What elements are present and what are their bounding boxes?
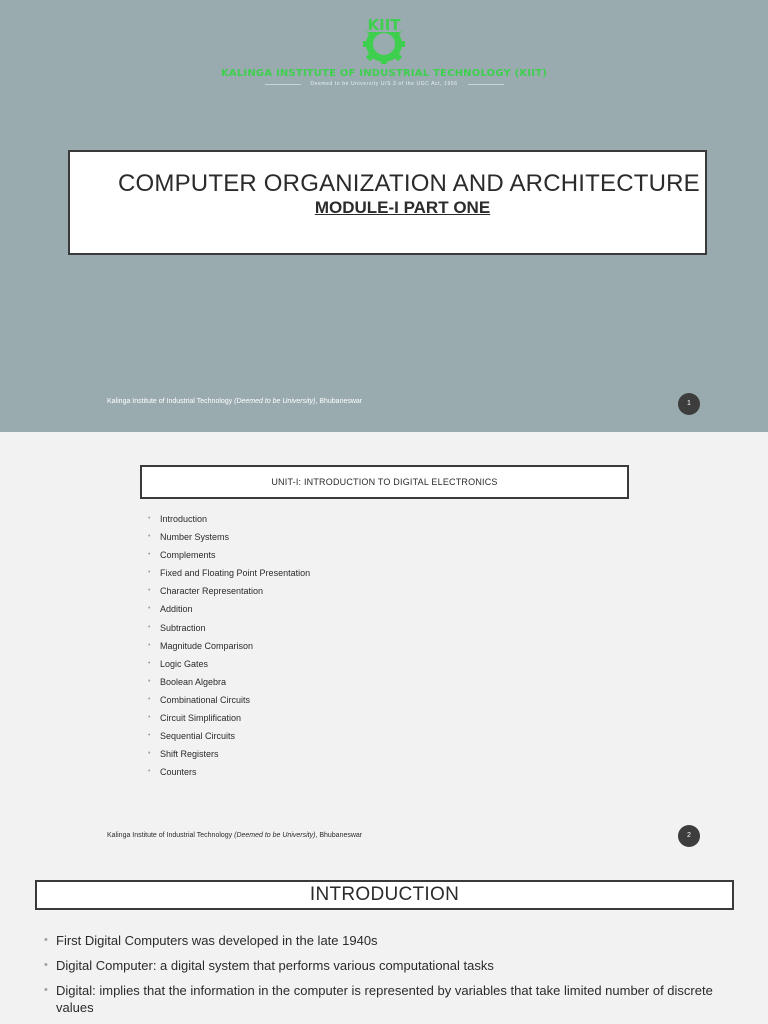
list-item: • Circuit Simplification: [148, 712, 310, 730]
list-item: • Introduction: [148, 513, 310, 531]
gear-icon: [353, 14, 415, 64]
slide-footer: [107, 398, 362, 405]
footer-italic: (Deemed to be University): [234, 398, 316, 405]
institute-subtitle: Deemed to be University U/S 3 of the UGC Act, 1956: [310, 81, 458, 87]
kiit-logo: [0, 14, 768, 64]
introduction-slide: [0, 864, 768, 1024]
slide-title: COMPUTER ORGANIZATION AND ARCHITECTURE: [118, 170, 700, 197]
bullet-list: [44, 932, 724, 1024]
title-box: [68, 150, 707, 255]
list-item: • Number Systems: [148, 531, 310, 549]
topics-slide: [0, 432, 768, 864]
list-item: • Addition: [148, 603, 310, 621]
title-slide: [0, 0, 768, 432]
page-number: 2: [678, 825, 700, 847]
list-item: • Complements: [148, 549, 310, 567]
list-item: • Sequential Circuits: [148, 730, 310, 748]
list-item: • Digital: implies that the information in the computer is represented by variables that take limited number of discrete values: [44, 982, 724, 1016]
list-item: • First Digital Computers was developed in the late 1940s: [44, 932, 724, 949]
institute-name: KALINGA INSTITUTE OF INDUSTRIAL TECHNOLOGY (KIIT): [220, 68, 548, 79]
slide-footer: [107, 832, 362, 839]
list-item: • Fixed and Floating Point Presentation: [148, 567, 310, 585]
list-item: • Digital Computer: a digital system that performs various computational tasks: [44, 957, 724, 974]
list-item: • Counters: [148, 766, 310, 784]
list-item: • Boolean Algebra: [148, 676, 310, 694]
list-item: • Logic Gates: [148, 658, 310, 676]
list-item: • Character Representation: [148, 585, 310, 603]
footer-suffix: , Bhubaneswar: [315, 398, 363, 405]
footer-suffix: , Bhubaneswar: [315, 832, 363, 839]
unit-title: UNIT-I: INTRODUCTION TO DIGITAL ELECTRONICS: [140, 465, 629, 499]
logo-lettering: KIIT: [367, 16, 401, 34]
footer-italic: (Deemed to be University): [234, 832, 316, 839]
list-item: • Subtraction: [148, 622, 310, 640]
page-number: 1: [678, 393, 700, 415]
footer-text: Kalinga Institute of Industrial Technology: [107, 398, 235, 405]
footer-text: Kalinga Institute of Industrial Technology: [107, 832, 235, 839]
list-item: • Shift Registers: [148, 748, 310, 766]
list-item: • Magnitude Comparison: [148, 640, 310, 658]
slide-subtitle: MODULE-I PART ONE: [314, 198, 491, 217]
topic-list: [148, 513, 310, 784]
list-item: • Combinational Circuits: [148, 694, 310, 712]
slide-title: INTRODUCTION: [35, 880, 734, 910]
